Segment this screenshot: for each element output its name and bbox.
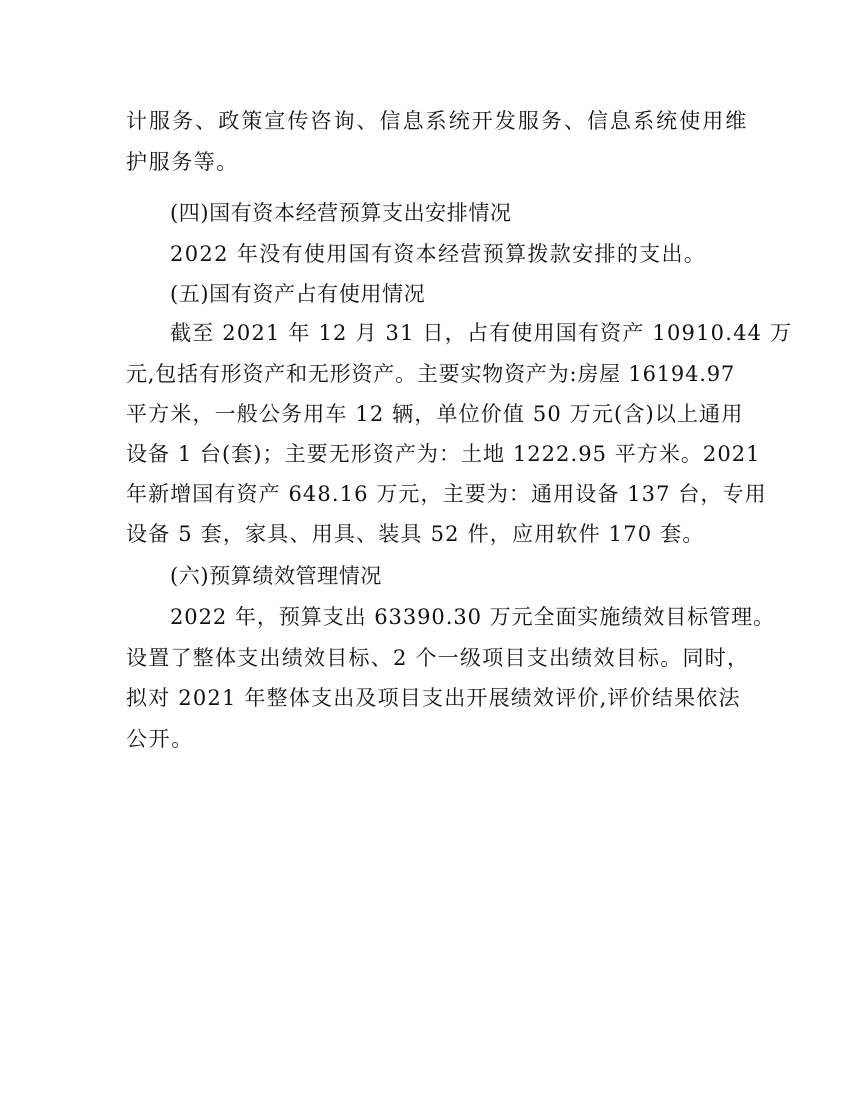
section-heading-6: (六)预算绩效管理情况 (170, 564, 382, 588)
section-heading-4: (四)国有资本经营预算支出安排情况 (170, 201, 512, 225)
section-heading-5: (五)国有资产占有使用情况 (170, 282, 426, 306)
paragraph-line: 平方米，一般公务用车 12 辆，单位价值 50 万元(含)以上通用 (126, 402, 744, 426)
paragraph-line: 2022 年没有使用国有资本经营预算拨款安排的支出。 (170, 242, 707, 266)
paragraph-line: 拟对 2021 年整体支出及项目支出开展绩效评价,评价结果依法 (126, 686, 741, 710)
paragraph-line: 设备 1 台(套)；主要无形资产为：土地 1222.95 平方米。2021 (126, 442, 761, 466)
paragraph-line: 2022 年，预算支出 63390.30 万元全面实施绩效目标管理。 (170, 605, 775, 629)
paragraph-line: 截至 2021 年 12 月 31 日，占有使用国有资产 10910.44 万 (170, 321, 793, 345)
paragraph-line: 设置了整体支出绩效目标、2 个一级项目支出绩效目标。同时， (126, 646, 750, 670)
paragraph-line: 元,包括有形资产和无形资产。主要实物资产为:房屋 16194.97 (126, 362, 736, 386)
paragraph-line: 年新增国有资产 648.16 万元，主要为：通用设备 137 台，专用 (126, 482, 767, 506)
paragraph-line: 设备 5 套，家具、用具、装具 52 件，应用软件 170 套。 (126, 522, 705, 546)
paragraph-line: 计服务、政策宣传咨询、信息系统开发服务、信息系统使用维 (126, 109, 749, 133)
paragraph-line: 护服务等。 (126, 150, 239, 174)
paragraph-line: 公开。 (126, 727, 194, 751)
